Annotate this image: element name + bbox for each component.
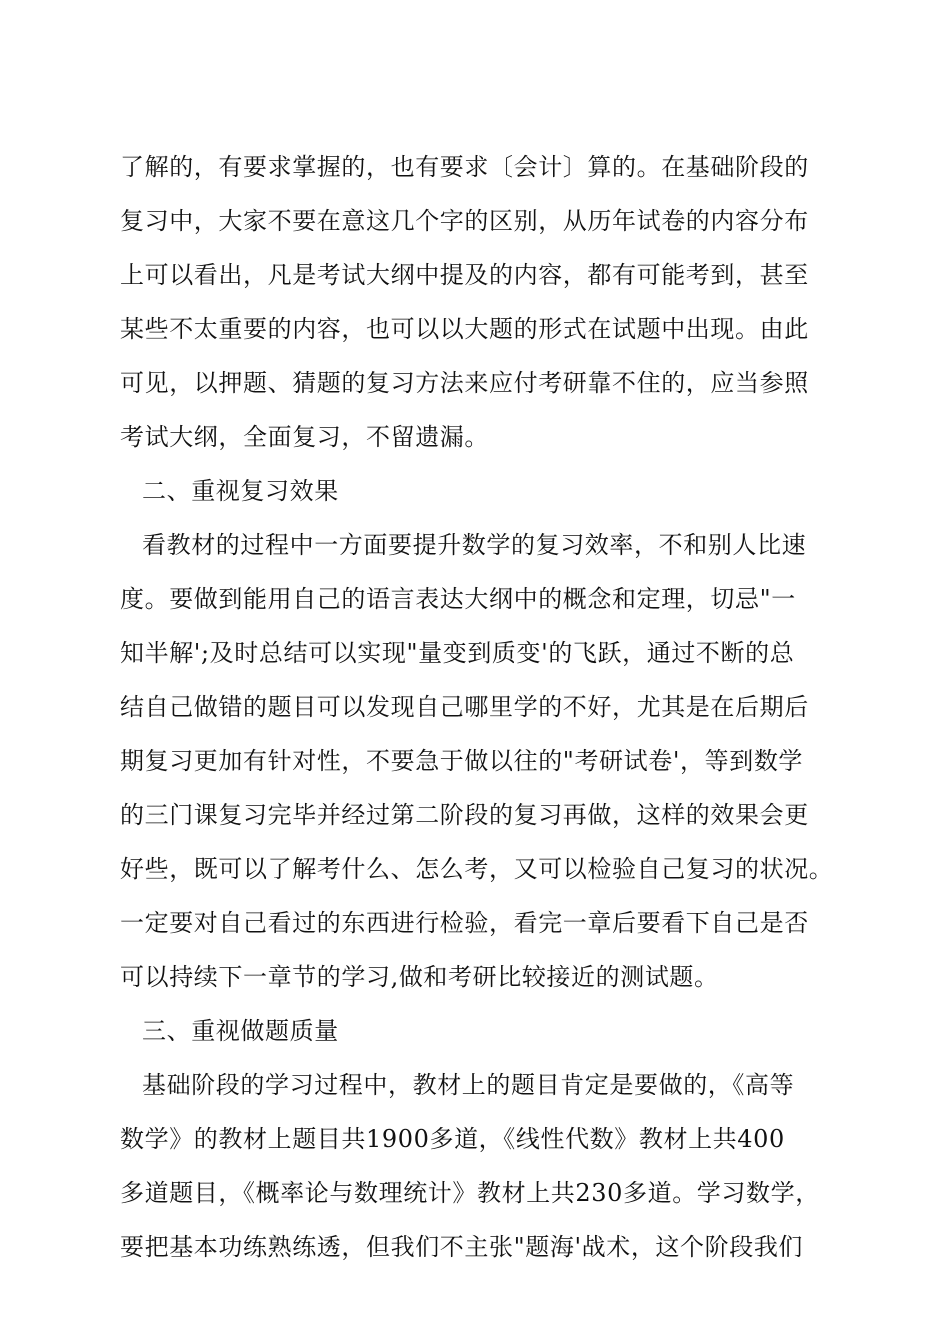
- text-line: 的三门课复习完毕并经过第二阶段的复习再做，这样的效果会更: [120, 801, 809, 829]
- text-line: 要把基本功练熟练透，但我们不主张"题海'战术，这个阶段我们: [120, 1233, 804, 1261]
- text-line: 复习中，大家不要在意这几个字的区别，从历年试卷的内容分布: [120, 207, 809, 235]
- text-line: 基础阶段的学习过程中，教材上的题目肯定是要做的，《高等: [142, 1071, 795, 1099]
- text-line: 好些，既可以了解考什么、怎么考，又可以检验自己复习的状况。: [120, 855, 834, 883]
- text-line: 度。要做到能用自己的语言表达大纲中的概念和定理，切忌"一: [120, 585, 796, 613]
- body-text: [120, 140, 840, 1274]
- text-line: 了解的，有要求掌握的，也有要求〔会计〕算的。在基础阶段的: [120, 153, 809, 181]
- text-line: 上可以看出，凡是考试大纲中提及的内容，都有可能考到，甚至: [120, 261, 809, 289]
- text-line: 可见，以押题、猜题的复习方法来应付考研靠不住的，应当参照: [120, 369, 809, 397]
- text-line: 可以持续下一章节的学习,做和考研比较接近的测试题。: [120, 963, 719, 991]
- section-heading: 二、重视复习效果: [142, 477, 339, 505]
- text-line: 结自己做错的题目可以发现自己哪里学的不好，尤其是在后期后: [120, 693, 809, 721]
- text-line: 看教材的过程中一方面要提升数学的复习效率，不和别人比速: [142, 531, 807, 559]
- text-line: 数学》的教材上题目共1900多道，《线性代数》教材上共400: [120, 1125, 785, 1153]
- text-line: 一定要对自己看过的东西进行检验，看完一章后要看下自己是否: [120, 909, 809, 937]
- text-line: 某些不太重要的内容，也可以以大题的形式在试题中出现。由此: [120, 315, 809, 343]
- text-line: 期复习更加有针对性，不要急于做以往的"考研试卷'，等到数学: [120, 747, 804, 775]
- section-heading: 三、重视做题质量: [142, 1017, 339, 1045]
- text-line: 多道题目，《概率论与数理统计》教材上共230多道。学习数学，: [120, 1179, 820, 1207]
- text-line: 考试大纲，全面复习，不留遗漏。: [120, 423, 489, 451]
- text-line: 知半解';及时总结可以实现"量变到质变'的飞跃，通过不断的总: [120, 639, 795, 667]
